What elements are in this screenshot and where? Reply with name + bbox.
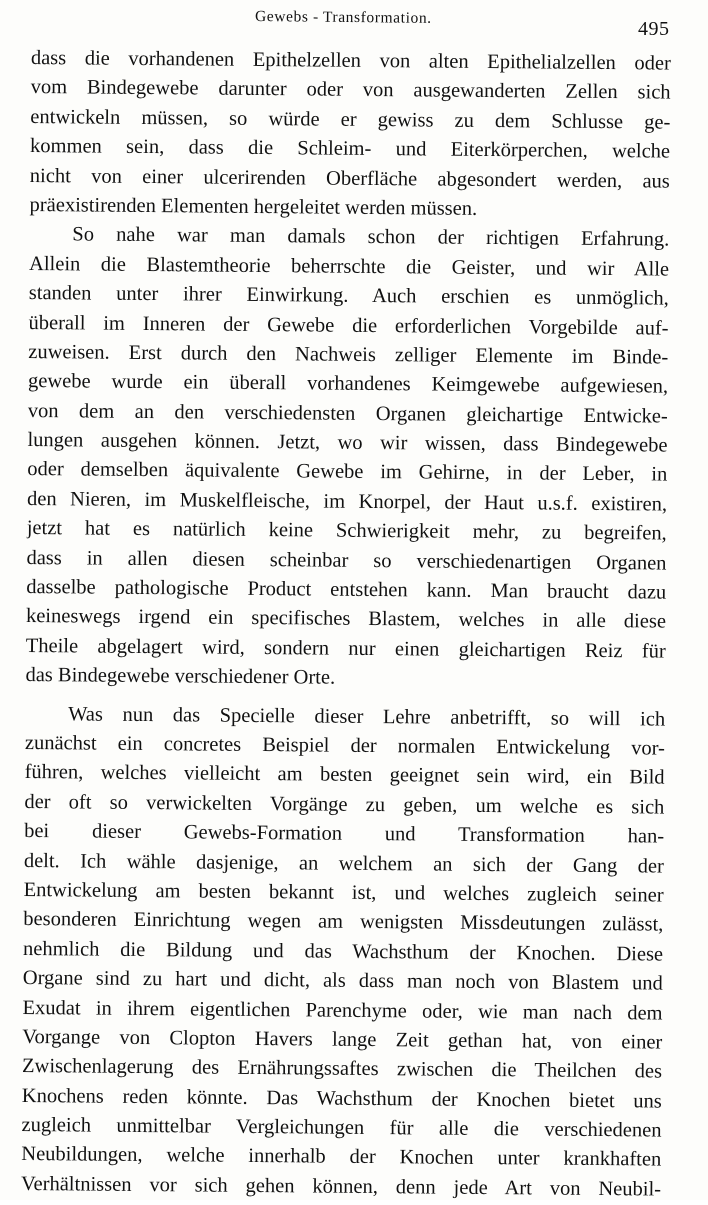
text-line: zugleich unmittelbar Vergleichungen für alle die verschiedenen — [21, 1114, 662, 1142]
text-line: Was nun das Specielle dieser Lehre anbetrifft, so will ich — [68, 702, 666, 731]
body-text — [21, 44, 671, 1205]
text-line: der oft so verwickelten Vorgänge zu geben, um welche es sich — [24, 790, 665, 819]
text-line: Verhältnissen vor sich gehen können, denn jede Art von Neubil- — [20, 1172, 662, 1201]
text-line: gewebe wurde ein überall vorhandenes Keimgewebe aufgewiesen, — [27, 370, 669, 398]
text-line: dass in allen diesen scheinbar so verschiedenartigen Organen — [26, 546, 667, 575]
text-line: jetzt hat es natürlich keine Schwierigkeit mehr, zu begreifen, — [26, 517, 667, 545]
text-line: von dem an den verschiedensten Organen gleichartige Entwicke- — [27, 399, 668, 428]
text-line: bei dieser Gewebs-Formation und Transformation han- — [24, 820, 665, 848]
text-line: vom Bindegewebe darunter oder von ausgewanderten Zellen sich — [30, 76, 671, 104]
text-line: führen, welches vielleicht am besten geeignet sein wird, ein Bild — [24, 761, 665, 789]
text-line: lungen ausgehen können. Jetzt, wo wir wissen, dass Bindegewebe — [27, 429, 668, 457]
text-line: Knochens reden könnte. Das Wachsthum der Knochen bietet uns — [21, 1084, 662, 1113]
text-line: zunächst ein concretes Beispiel der normalen Entwickelung vor- — [24, 731, 665, 760]
text-line: Vorgange von Clopton Havers lange Zeit gethan hat, von einer — [22, 1025, 663, 1054]
text-line: präexistirenden Elementen hergeleitet werden müssen. — [29, 193, 478, 220]
text-line: Organe sind zu hart und dicht, als dass man noch von Blastem und — [22, 967, 663, 995]
text-line: keineswegs irgend ein specifisches Blastem, welches in alle diese — [25, 605, 667, 633]
text-line: Neubildungen, welche innerhalb der Knochen unter krankhaften — [21, 1143, 662, 1171]
text-line: nicht von einer ulcerirenden Oberfläche abgesondert werden, aus — [29, 164, 670, 193]
paragraph-1 — [29, 44, 671, 226]
text-line: zuweisen. Erst durch den Nachweis zelliger Elemente im Binde- — [28, 340, 669, 369]
text-line: Allein die Blastemtheorie beherrschte die Geister, und wir Alle — [28, 252, 670, 281]
text-line: delt. Ich wähle dasjenige, an welchem an sich der Gang der — [23, 849, 664, 878]
running-head — [0, 6, 708, 40]
text-line: Entwickelung am besten bekannt ist, und welches zugleich seiner — [23, 878, 664, 907]
text-line: überall im Inneren der Gewebe die erforderlichen Vorgebilde auf- — [28, 311, 669, 340]
text-line: den Nieren, im Muskelfleische, im Knorpel, der Haut u.s.f. existiren, — [26, 487, 668, 516]
running-title: Gewebs - Transformation. — [254, 8, 432, 27]
text-line: Exudat in ihrem eigentlichen Parenchyme oder, wie man nach dem — [22, 996, 663, 1025]
text-line: Zwischenlagerung des Ernährungssaftes zwischen die Theilchen des — [21, 1055, 663, 1083]
text-line: Theile abgelagert wird, sondern nur einen gleichartigen Reiz für — [25, 634, 666, 663]
page-number: 495 — [638, 18, 670, 40]
text-line: entwickeln müssen, so würde er gewiss zu dem Schlusse ge- — [30, 105, 671, 134]
text-line: das Bindegewebe verschiedener Orte. — [25, 664, 336, 689]
text-line: So nahe war man damals schon der richtigen Erfahrung. — [72, 223, 670, 251]
text-line: oder demselben äquivalente Gewebe im Gehirne, in der Leber, in — [27, 458, 668, 487]
text-line: besonderen Einrichtung wegen am wenigsten Missdeutungen zulässt, — [23, 908, 664, 936]
paragraph-3 — [21, 700, 665, 1205]
text-line: dass die vorhandenen Epithelzellen von alten Epithelialzellen oder — [30, 46, 671, 75]
text-line: kommen sein, dass die Schleim- und Eiterkörperchen, welche — [30, 135, 671, 163]
text-line: dasselbe pathologische Product entstehen kann. Man braucht dazu — [26, 576, 667, 604]
paragraph-2 — [25, 220, 669, 696]
text-line: standen unter ihrer Einwirkung. Auch erschien es unmöglich, — [28, 282, 669, 310]
text-line: nehmlich die Bildung und das Wachsthum der Knochen. Diese — [23, 937, 664, 966]
